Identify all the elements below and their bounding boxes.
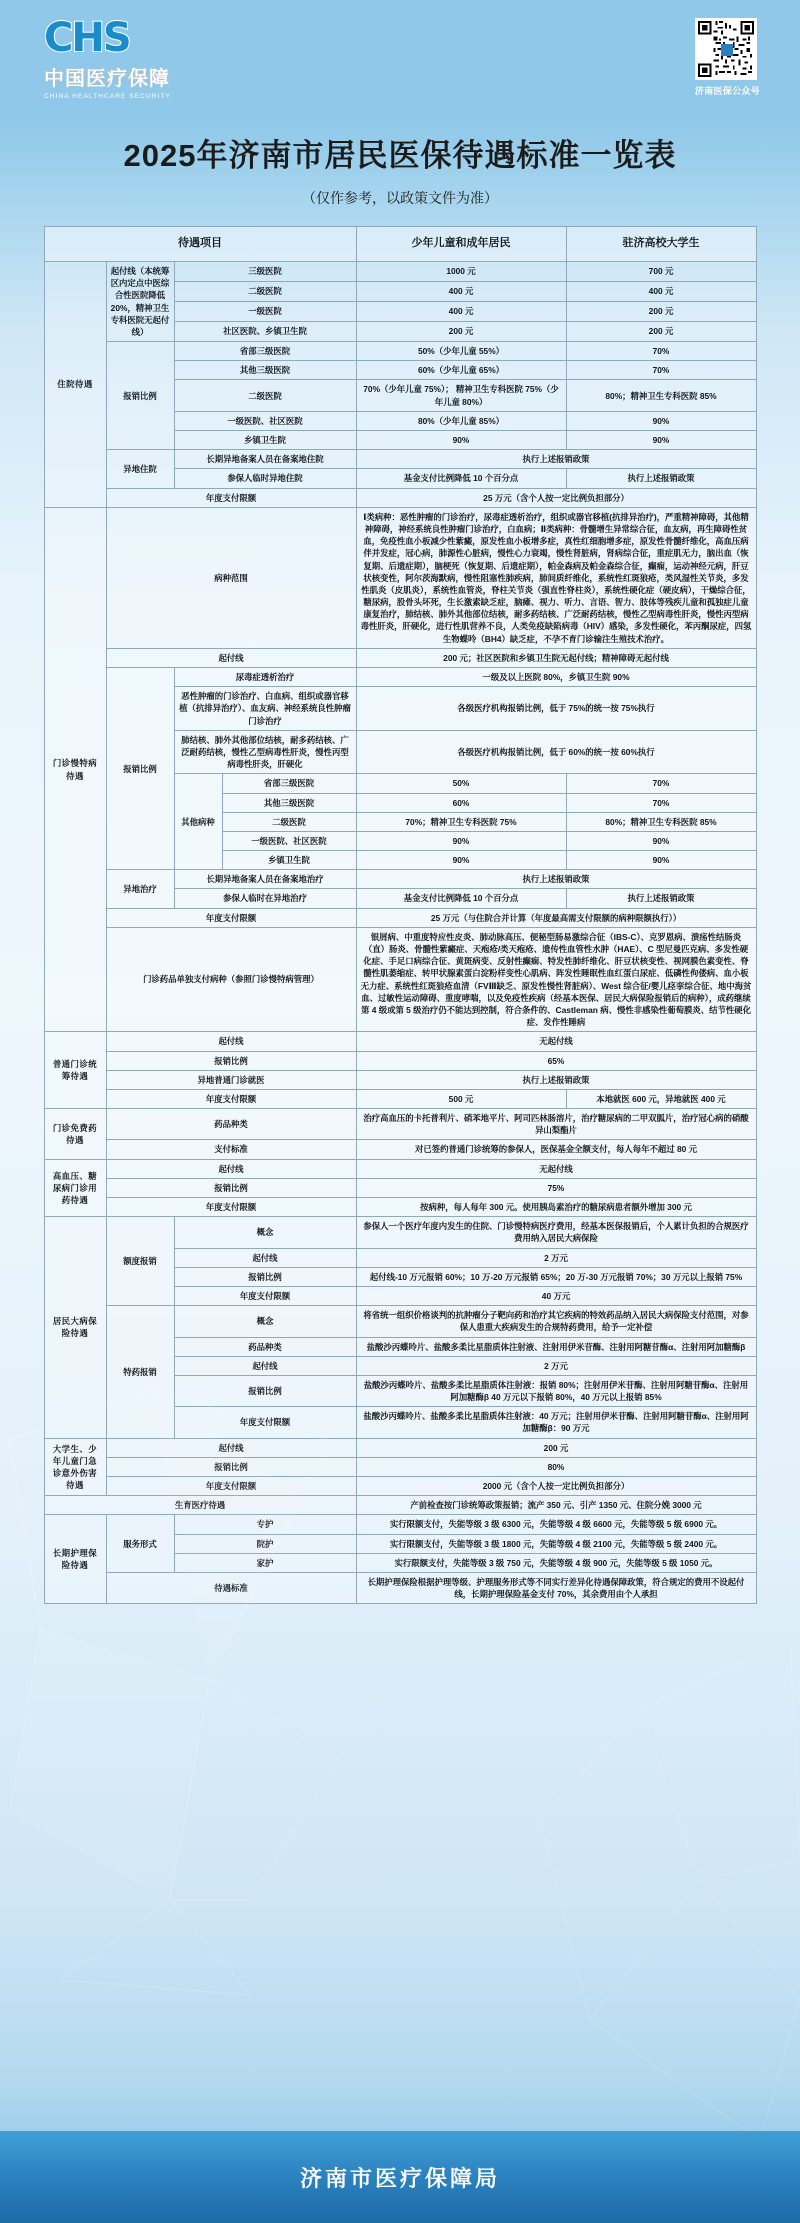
cell-label: 报销比例 [174,1375,356,1406]
cell-level: 长期异地备案人员在备案地治疗 [174,870,356,889]
cell-residents: 1000 元 [356,261,566,281]
chronic-scope-label: 病种范围 [106,507,356,648]
cell-label: 年度支付限额 [106,1198,356,1217]
cell-label: 起付线 [106,1032,356,1051]
footer-organization: 济南市医疗保障局 [299,2165,500,2191]
cell-residents: 500 元 [356,1089,566,1108]
table-row [44,1032,756,1051]
cell-value: 参保人一个医疗年度内发生的住院、门诊慢特病医疗费用，经基本医保报销后，个人累计负担的合规医疗费用纳入居民大病保险 [356,1217,756,1248]
chronic-annual-label: 年度支付限额 [106,908,356,927]
background-decoration-right [500,1620,800,2180]
cell-value: 40 万元 [356,1286,756,1305]
table-row [44,1477,756,1496]
section-longterm-care: 长期护理保险待遇 [44,1515,106,1604]
table-row [44,1496,756,1515]
cell-type: 家护 [174,1553,356,1572]
cell-label: 报销比例 [106,1457,356,1476]
table-row [44,1178,756,1197]
table-row [44,1306,756,1337]
cell-residents: 70%；精神卫生专科医院 75% [356,812,566,831]
section-general-outpatient: 普通门诊统筹待遇 [44,1032,106,1109]
cell-label: 概念 [174,1306,356,1337]
cell-students: 200 元 [566,322,756,342]
cell-level: 肺结核、肺外其他部位结核，耐多药结核、广泛耐药结核，慢性乙型病毒性肝炎，慢性丙型病毒性肝炎，肝硬化 [174,730,356,774]
chs-logo-mark: CHS [44,15,130,61]
cell-students: 90% [566,431,756,450]
table-row [44,342,756,361]
table-row [44,1140,756,1159]
inpatient-annual-label: 年度支付限额 [106,488,356,507]
cell-residents: 50% [356,774,566,793]
col-header-residents: 少年儿童和成年居民 [356,227,566,262]
cell-residents: 60%（少年儿童 65%） [356,361,566,380]
cell-label: 报销比例 [106,1051,356,1070]
table-row [44,1198,756,1217]
chronic-scope-text: Ⅰ类病种：恶性肿瘤的门诊治疗，尿毒症透析治疗，组织或器官移植(抗排异治疗)，严重精神障碍，其他精神障碍，神经系统良性肿瘤门诊治疗，白血病；Ⅱ类病种：骨髓增生异常综合征，血友病，再生障碍性贫血，免疫性血小板减少性紫癜，原发性血小板增多症，真性红细胞增多症，原发性骨髓纤维化，高血压病伴并发症，冠心病，肺源性心脏病，慢性心力衰竭，慢性肾脏病，肾病综合征，重症肌无力，脑出血（恢复期、后遗症期），脑梗死（恢复期、后遗症期），帕金森病及帕金森综合征，癫痫，运动神经元病，肝豆状核变性，阿尔茨海默病，慢性阻塞性肺疾病，肺间质纤维化，系统性红斑狼疮，类风湿性关节炎，多发性肌炎（皮肌炎），系统性血管炎，脊柱关节炎（强直性脊柱炎），系统性硬化症（硬皮病），干燥综合征，糖尿病，股骨头坏死，生长激素缺乏症，脑瘫、视力、听力、言语、智力、肢体等残疾儿童和孤独症儿童康复治疗，肺结核、肺外其他部位结核，耐多药结核、广泛耐药结核，慢性乙型病毒性肝炎，慢性丙型病毒性肝炎，肝硬化，进行性肌营养不良，人类免疫缺陷病毒（HIV）感染，多发性硬化，苯丙酮尿症，四氢生物蝶呤（BH4）缺乏症，不孕不育门诊输注生殖技术治疗。 [356,507,756,648]
chronic-single-label: 门诊药品单独支付病种（参照门诊慢特病管理） [106,927,356,1032]
cell-students: 200 元 [566,302,756,322]
table-row [44,908,756,927]
cell-students: 400 元 [566,281,756,301]
table-row [44,1515,756,1534]
cell-value: 执行上述报销政策 [356,1070,756,1089]
qr-code-image[interactable] [695,18,757,80]
cell-value: 盐酸沙丙蝶呤片、盐酸多柔比星脂质体注射液、注射用伊米苷酶、注射用阿糖苷酶α、注射用阿加糖酶β [356,1337,756,1356]
cell-value: 各级医疗机构报销比例，低于 60%的统一按 60%执行 [356,730,756,774]
section-hypertension-diabetes: 高血压、糖尿病门诊用药待遇 [44,1159,106,1217]
table-row [44,1457,756,1476]
cell-residents: 90% [356,851,566,870]
cell-level: 一级医院、社区医院 [222,831,356,850]
cell-level: 其他三级医院 [222,793,356,812]
table-row [44,1438,756,1457]
chronic-annual-value: 25 万元（与住院合并计算（年度最高需支付限额的病种限额执行）） [356,908,756,927]
cell-label: 药品种类 [106,1109,356,1140]
cell-residents: 80%（少年儿童 85%） [356,411,566,430]
cell-residents: 60% [356,793,566,812]
cell-value: 起付线-10 万元报销 60%；10 万-20 万元报销 65%；20 万-30 万元报销 70%；30 万元以上报销 75% [356,1267,756,1286]
cell-level: 其他三级医院 [174,361,356,380]
care-standard-value: 长期护理保险根据护理等级、护理服务形式等不同实行差异化待遇保障政策，符合规定的费用不设起付线，长期护理保险基金支付 70%，其余费用由个人承担 [356,1572,756,1603]
cell-label: 药品种类 [174,1337,356,1356]
cell-residents: 400 元 [356,302,566,322]
cell-students: 执行上述报销政策 [566,889,756,908]
table-row [44,1051,756,1070]
cell-students: 70% [566,361,756,380]
chronic-ratio-label: 报销比例 [106,668,174,870]
cell-level: 乡镇卫生院 [222,851,356,870]
page-subtitle: （仅作参考，以政策文件为准） [302,190,498,206]
table-row [44,1109,756,1140]
cell-level: 参保人临时在异地治疗 [174,889,356,908]
cell-students: 90% [566,411,756,430]
table-row [44,1217,756,1248]
chs-logo-chinese: 中国医疗保障 [44,68,170,90]
cell-label: 报销比例 [106,1178,356,1197]
cell-students: 90% [566,831,756,850]
chronic-deductible-label: 起付线 [106,648,356,667]
cell-level: 一级医院 [174,302,356,322]
cell-type: 院护 [174,1534,356,1553]
qr-code-block [695,18,760,97]
inpatient-ratio-label: 报销比例 [106,342,174,450]
cell-label: 异地普通门诊就医 [106,1070,356,1089]
cell-label: 年度支付限额 [174,1407,356,1438]
cell-students: 90% [566,851,756,870]
cell-value: 无起付线 [356,1159,756,1178]
cell-label: 报销比例 [174,1267,356,1286]
cell-students: 80%；精神卫生专科医院 85% [566,812,756,831]
cell-level: 二级医院 [222,812,356,831]
section-chronic: 门诊慢特病待遇 [44,507,106,1032]
table-row [44,1159,756,1178]
page-title: 2025年济南市居民医保待遇标准一览表 [123,138,677,173]
inpatient-annual-value: 25 万元（含个人按一定比例负担部分） [356,488,756,507]
section-inpatient: 住院待遇 [44,261,106,507]
cell-value: 实行限额支付，失能等级 3 级 750 元，失能等级 4 级 900 元，失能等级 5 级 1050 元。 [356,1553,756,1572]
cell-label: 年度支付限额 [106,1477,356,1496]
cell-value: 按病种，每人每年 300 元。使用胰岛素治疗的糖尿病患者额外增加 300 元 [356,1198,756,1217]
cell-level: 三级医院 [174,261,356,281]
cell-value: 对已签约普通门诊统筹的参保人，医保基金全额支付，每人每年不超过 80 元 [356,1140,756,1159]
cell-students: 本地就医 600 元，异地就医 400 元 [566,1089,756,1108]
cell-students: 80%；精神卫生专科医院 85% [566,380,756,411]
cell-value: 2 万元 [356,1356,756,1375]
cell-value: 一级及以上医院 80%，乡镇卫生院 90% [356,668,756,687]
cell-label: 概念 [174,1217,356,1248]
chronic-deductible-value: 200 元；社区医院和乡镇卫生院无起付线；精神障碍无起付线 [356,648,756,667]
cell-residents: 50%（少年儿童 55%） [356,342,566,361]
table-row [44,648,756,667]
table-row [44,870,756,889]
table-row [44,1089,756,1108]
qr-code-caption: 济南医保公众号 [694,86,760,96]
care-standard-label: 待遇标准 [106,1572,356,1603]
cell-residents: 200 元 [356,322,566,342]
cell-level: 省部三级医院 [222,774,356,793]
cell-students: 执行上述报销政策 [566,469,756,488]
cell-type: 专护 [174,1515,356,1534]
poster-footer [0,2131,800,2223]
cell-students: 70% [566,774,756,793]
poster-header [0,0,800,120]
cell-level: 长期异地备案人员在备案地住院 [174,450,356,469]
cell-value: 实行限额支付，失能等级 3 级 6300 元，失能等级 4 级 6600 元，失能等级 5 级 6900 元。 [356,1515,756,1534]
cell-value: 75% [356,1178,756,1197]
cell-level: 二级医院 [174,380,356,411]
cell-residents: 90% [356,831,566,850]
cell-value: 执行上述报销政策 [356,450,756,469]
cell-label: 起付线 [106,1438,356,1457]
cell-value: 65% [356,1051,756,1070]
cell-level: 恶性肿瘤的门诊治疗、白血病、组织或器官移植（抗排异治疗）、血友病、神经系统良性肿瘤门诊治疗 [174,687,356,731]
chronic-offsite-label: 异地治疗 [106,870,174,908]
cell-level: 社区医院、乡镇卫生院 [174,322,356,342]
maternity-value: 产前检查按门诊统筹政策报销；流产 350 元、引产 1350 元、住院分娩 3000 元 [356,1496,756,1515]
table-row [44,450,756,469]
cell-value: 2 万元 [356,1248,756,1267]
critical-special-label: 特药报销 [106,1306,174,1439]
cell-label: 起付线 [106,1159,356,1178]
cell-value: 2000 元（含个人按一定比例负担部分） [356,1477,756,1496]
cell-students: 70% [566,342,756,361]
cell-label: 年度支付限额 [174,1286,356,1305]
cell-level: 省部三级医院 [174,342,356,361]
cell-label: 年度支付限额 [106,1089,356,1108]
cell-students: 700 元 [566,261,756,281]
care-service-label: 服务形式 [106,1515,174,1573]
cell-residents: 400 元 [356,281,566,301]
cell-value: 无起付线 [356,1032,756,1051]
cell-label: 起付线 [174,1356,356,1375]
section-free-drug: 门诊免费药待遇 [44,1109,106,1160]
maternity-label: 生育医疗待遇 [44,1496,356,1515]
cell-value: 200 元 [356,1438,756,1457]
table-row [44,261,756,281]
table-header-row [44,227,756,262]
inpatient-offsite-label: 异地住院 [106,450,174,488]
cell-level: 乡镇卫生院 [174,431,356,450]
cell-value: 实行限额支付，失能等级 3 级 1800 元，失能等级 4 级 2100 元，失能等级 5 级 2400 元。 [356,1534,756,1553]
cell-level: 二级医院 [174,281,356,301]
chs-logo-english: CHINA HEALTHCARE SECURITY [44,93,172,100]
cell-value: 80% [356,1457,756,1476]
table-row [44,507,756,648]
benefits-table [44,226,757,1604]
table-row [44,668,756,687]
cell-label: 起付线 [174,1248,356,1267]
cell-residents: 70%（少年儿童 75%）； 精神卫生专科医院 75%（少年儿童 80%） [356,380,566,411]
cell-value: 治疗高血压的卡托普利片、硝苯地平片、阿司匹林肠溶片，治疗糖尿病的二甲双胍片，治疗冠心病的硝酸异山梨酯片 [356,1109,756,1140]
cell-level: 尿毒症透析治疗 [174,668,356,687]
inpatient-deductible-label: 起付线（本统筹区内定点中医综合性医院降低20%，精神卫生专科医院无起付线） [106,261,174,341]
cell-label: 支付标准 [106,1140,356,1159]
cell-value: 执行上述报销政策 [356,870,756,889]
critical-quota-label: 额度报销 [106,1217,174,1306]
cell-value: 将省统一组织价格谈判的抗肿瘤分子靶向药和治疗其它疾病的特效药品纳入居民大病保险支付范围，对参保人患重大疾病发生的合规特药费用，给予一定补偿 [356,1306,756,1337]
cell-residents: 基金支付比例降低 10 个百分点 [356,889,566,908]
cell-level: 一级医院、社区医院 [174,411,356,430]
cell-value: 各级医疗机构报销比例，低于 75%的统一按 75%执行 [356,687,756,731]
table-row [44,1572,756,1603]
cell-value: 盐酸沙丙蝶呤片、盐酸多柔比星脂质体注射液：报销 80%；注射用伊米苷酶、注射用阿糖苷酶α、注射用阿加糖酶β 40 万元以下报销 80%，40 万元以上报销 85% [356,1375,756,1406]
cell-residents: 基金支付比例降低 10 个百分点 [356,469,566,488]
section-accident: 大学生、少年儿童门急诊意外伤害 待遇 [44,1438,106,1496]
cell-level: 参保人临时异地住院 [174,469,356,488]
table-row [44,927,756,1032]
chs-logo [44,15,194,100]
cell-value: 盐酸沙丙蝶呤片、盐酸多柔比星脂质体注射液：40 万元；注射用伊米苷酶、注射用阿糖苷酶α、注射用阿加糖酶β：90 万元 [356,1407,756,1438]
cell-students: 70% [566,793,756,812]
col-header-students: 驻济高校大学生 [566,227,756,262]
chronic-other-label: 其他病种 [174,774,222,870]
section-critical-illness: 居民大病保险待遇 [44,1217,106,1438]
cell-residents: 90% [356,431,566,450]
chronic-single-text: 银屑病、中重度特应性皮炎、肺动脉高压、便秘型肠易激综合征（IBS-C）、克罗恩病、溃疡性结肠炎（直）肠炎、骨髓性紫癜症、天疱疮/类天疱疮、遗传性血管性水肿（HAE）、C 型尼曼匹克病、多发性硬化症、手足口病综合征、黄斑病变、反射性癫痫、特发性肺纤维化、肝豆状核变性、视网膜色素变性、脊髓性肌萎缩症、转甲状腺素蛋白淀粉样变性心肌病、阵发性睡眠性血红蛋白尿症、低磷性佝偻病、血小板无力症、系统性红斑狼疮血清（FVⅢ缺乏、原发性慢性肾脏病）、West 综合征/婴儿痉挛综合征、地中海贫血、过敏性运动障碍、重度哮喘，以及免疫性疾病（经基本医保、居民大病保险报销后的病种），成药继续第 4 级或第 5 级治疗仍不能达到控制，符合条件的、Castleman 病、慢性非感染性葡萄膜炎、结节性硬化症、发作性睡病 [356,927,756,1032]
table-row [44,1070,756,1089]
table-row [44,488,756,507]
col-header-item: 待遇项目 [44,227,356,262]
